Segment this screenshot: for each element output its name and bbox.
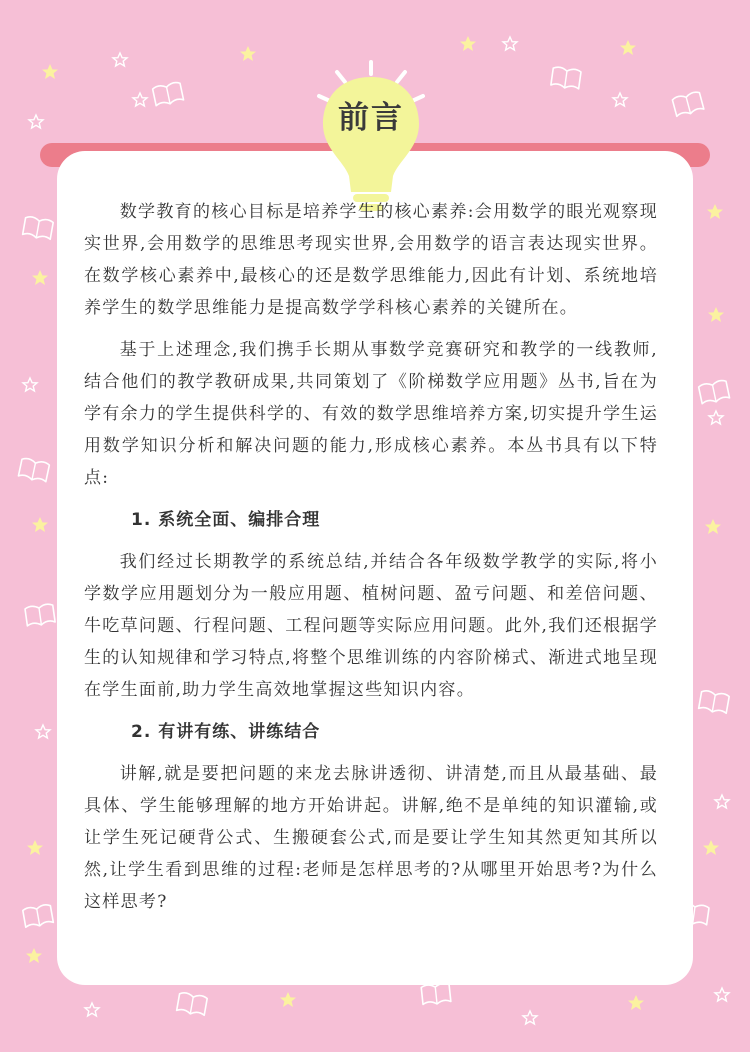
intro-paragraph: 数学教育的核心目标是培养学生的核心素养:会用数学的眼光观察现实世界,会用数学的思维思考现实世界,会用数学的语言表达现实世界。在数学核心素养中,最核心的还是数学思维能力,因此有计划、系统地培养学生的数学思维能力是提高数学学科核心素养的关键所在。 <box>84 202 658 318</box>
star-icon <box>26 948 42 963</box>
section-paragraph: 我们经过长期教学的系统总结,并结合各年级数学教学的实际,将小学数学应用题划分为一般应用题、植树问题、盈亏问题、和差倍问题、牛吃草问题、行程问题、工程问题等实际应用问题。此外,我们还根据学生的认知规律和学习特点,将整个思维训练的内容阶梯式、渐进式地呈现在学生面前,助力学生高效地掌握这些知识内容。 <box>84 552 659 700</box>
star-icon <box>715 988 729 1001</box>
preface-content <box>84 196 658 918</box>
star-icon <box>36 725 50 738</box>
star-icon <box>85 1003 99 1016</box>
star-icon <box>613 93 627 106</box>
star-icon <box>707 204 723 219</box>
book-icon <box>23 904 54 928</box>
section-heading: 1. 系统全面、编排合理 <box>131 510 321 530</box>
star-icon <box>27 840 43 855</box>
book-icon <box>421 983 451 1006</box>
star-icon <box>628 995 644 1010</box>
star-icon <box>460 36 476 51</box>
book-icon <box>18 458 50 483</box>
star-icon <box>23 378 37 391</box>
star-icon <box>708 307 724 322</box>
star-icon <box>709 411 723 424</box>
star-icon <box>280 992 296 1007</box>
star-icon <box>29 115 43 128</box>
book-icon <box>551 66 581 89</box>
star-icon <box>133 93 147 106</box>
star-icon <box>715 795 729 808</box>
page-title: 前言 <box>338 100 404 136</box>
star-icon <box>703 840 719 855</box>
book-icon <box>152 82 184 107</box>
section-paragraph: 讲解,就是要把问题的来龙去脉讲透彻、讲清楚,而且从最基础、最具体、学生能够理解的地方开始讲起。讲解,绝不是单纯的知识灌输,或让学生死记硬背公式、生搬硬套公式,而是要让学生知其然更知其所以然,让学生看到思维的过程:老师是怎样思考的?从哪里开始思考?为什么这样思考? <box>84 764 658 912</box>
book-icon <box>698 690 729 714</box>
book-icon <box>698 380 730 405</box>
star-icon <box>32 517 48 532</box>
star-icon <box>620 40 636 55</box>
star-icon <box>113 53 127 66</box>
intro-paragraph: 基于上述理念,我们携手长期从事数学竞赛研究和教学的一线教师,结合他们的教学教研成果,共同策划了《阶梯数学应用题》丛书,旨在为学有余力的学生提供科学的、有效的数学思维培养方案,切实提升学生运用数学知识分析和解决问题的能力,形成核心素养。本丛书具有以下特点: <box>84 340 659 488</box>
book-icon <box>25 603 55 626</box>
star-icon <box>32 270 48 285</box>
book-icon <box>672 91 704 117</box>
book-icon <box>176 992 207 1016</box>
star-icon <box>705 519 721 534</box>
star-icon <box>503 37 517 50</box>
star-icon <box>523 1011 537 1024</box>
star-icon <box>42 64 58 79</box>
book-icon <box>22 216 53 240</box>
star-icon <box>240 46 256 61</box>
section-heading: 2. 有讲有练、讲练结合 <box>131 722 321 742</box>
